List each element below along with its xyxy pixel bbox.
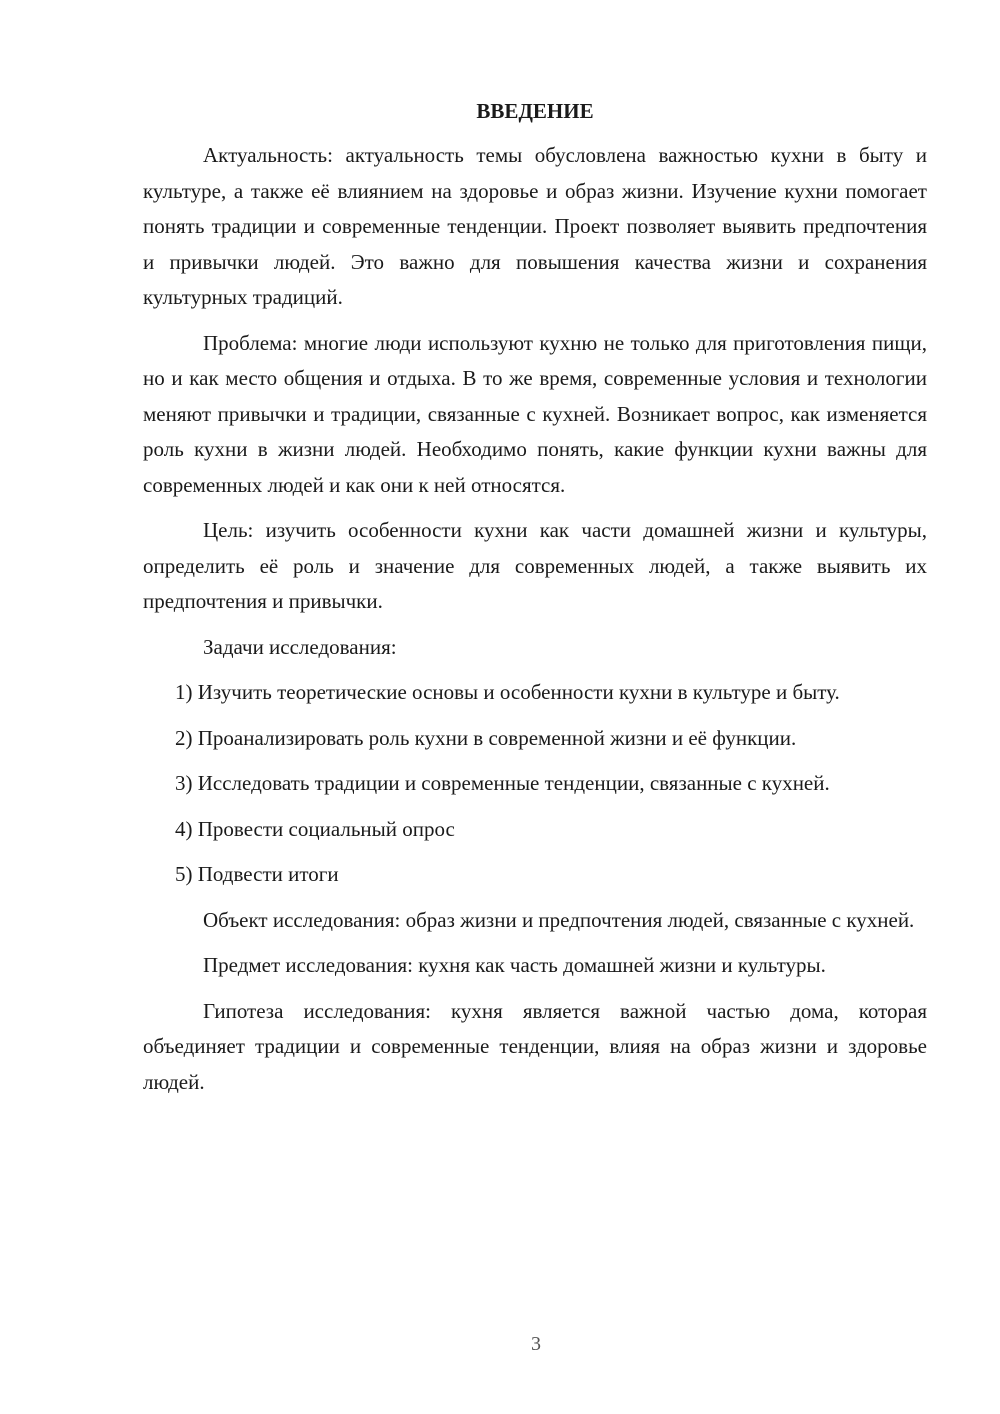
task-item-5: 5) Подвести итоги — [175, 862, 339, 886]
hypothesis-paragraph: Гипотеза исследования: кухня является важной частью дома, которая объединяет традиции и современные тенденции, влияя на образ жизни и здоровье людей. — [143, 998, 927, 1094]
task-item-3: 3) Исследовать традиции и современные тенденции, связанные с кухней. — [175, 771, 830, 795]
subject-paragraph: Предмет исследования: кухня как часть домашней жизни и культуры. — [203, 953, 826, 977]
task-item-2: 2) Проанализировать роль кухни в современной жизни и её функции. — [175, 725, 797, 750]
task-item-4: 4) Провести социальный опрос — [175, 816, 455, 841]
tasks-heading: Задачи исследования: — [203, 634, 397, 659]
relevance-paragraph: Актуальность: актуальность темы обусловлена важностью кухни в быту и культуре, а также её влиянием на здоровье и образ жизни. Изучение кухни помогает понять традиции и современные тенденции. Проект позволяет выявить предпочтения и привычки людей. Это важно для повышения качества жизни и сохранения культурных традиций. — [143, 143, 927, 309]
page-title: ВВЕДЕНИЕ — [476, 99, 594, 123]
problem-paragraph: Проблема: многие люди используют кухню не только для приготовления пищи, но и как место общения и отдыха. В то же время, современные условия и технологии меняют привычки и традиции, связанные с кухней. Возникает вопрос, как изменяется роль кухни в жизни людей. Необходимо понять, какие функции кухни важны для современных людей и как они к ней относятся. — [143, 330, 927, 497]
page-number: 3 — [531, 1333, 541, 1355]
object-paragraph: Объект исследования: образ жизни и предпочтения людей, связанные с кухней. — [203, 907, 915, 932]
goal-paragraph: Цель: изучить особенности кухни как части домашней жизни и культуры, определить её роль и значение для современных людей, а также выявить их предпочтения и привычки. — [143, 518, 927, 613]
document-body — [143, 96, 927, 1100]
task-item-1: 1) Изучить теоретические основы и особенности кухни в культуре и быту. — [175, 680, 840, 704]
